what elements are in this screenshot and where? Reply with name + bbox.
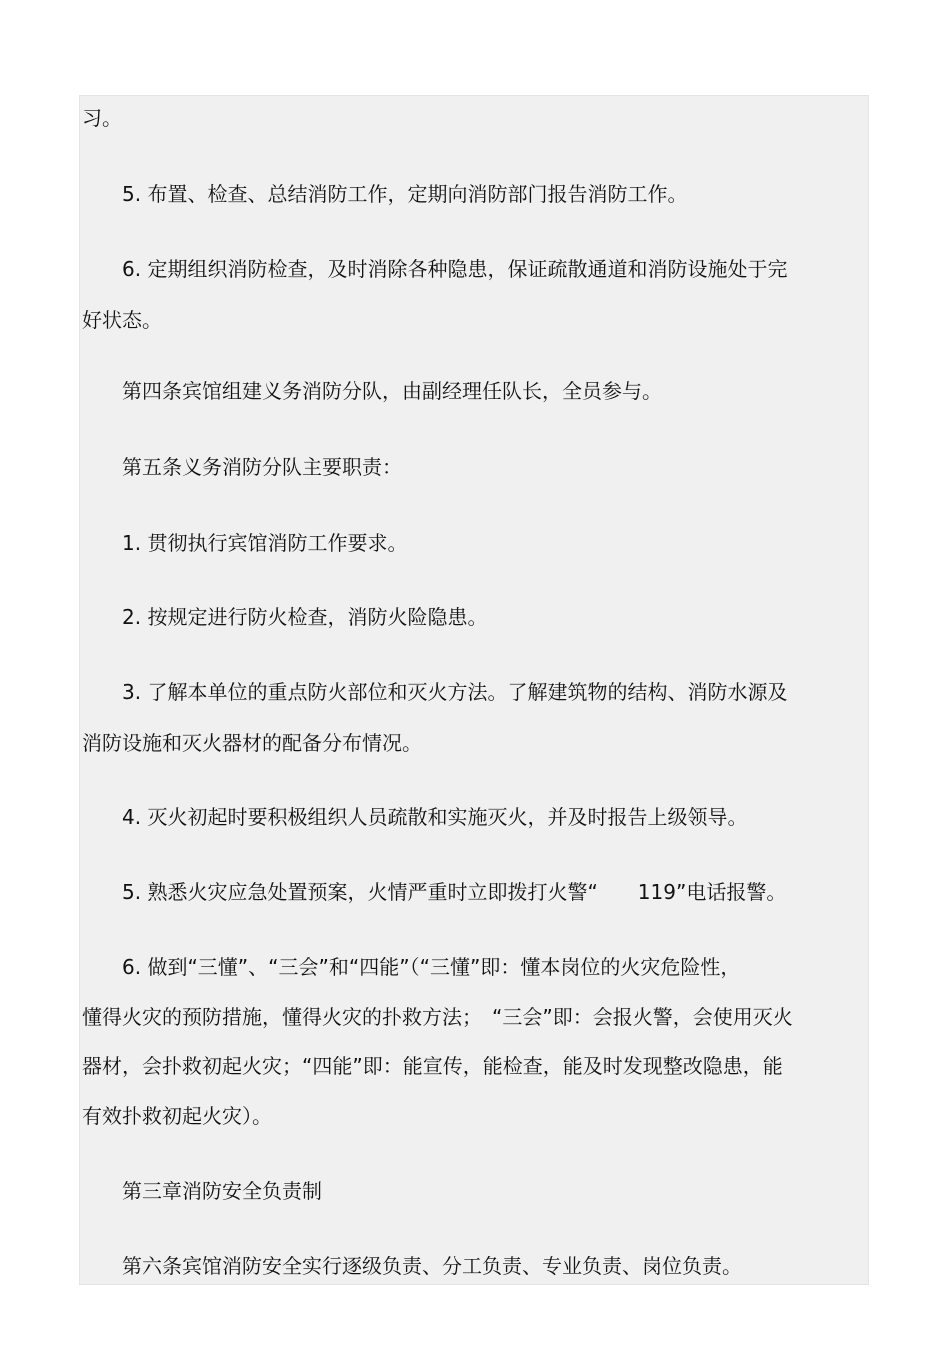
paragraph-line: 有效扑救初起火灾）。 (82, 1104, 272, 1128)
paragraph-line: 6. 做到“三懂”、“三会”和“四能”（“三懂”即：懂本岗位的火灾危险性， (122, 955, 741, 979)
paragraph-line: 消防设施和灭火器材的配备分布情况。 (82, 731, 422, 755)
paragraph-line: 第五条义务消防分队主要职责： (122, 455, 402, 479)
paragraph-line: 好状态。 (82, 308, 162, 332)
paragraph-line: 6. 定期组织消防检查，及时消除各种隐患，保证疏散通道和消防设施处于完 (122, 257, 788, 281)
paragraph-line: 第四条宾馆组建义务消防分队，由副经理任队长，全员参与。 (122, 379, 662, 403)
paragraph-line: 器材，会扑救初起火灾；“四能”即：能宣传，能检查，能及时发现整改隐患，能 (82, 1054, 783, 1078)
paragraph-line: 4. 灭火初起时要积极组织人员疏散和实施灭火，并及时报告上级领导。 (122, 805, 748, 829)
paragraph-line: 3. 了解本单位的重点防火部位和灭火方法。了解建筑物的结构、消防水源及 (122, 680, 788, 704)
paragraph-line: 习。 (82, 106, 122, 130)
paragraph-line: 5. 熟悉火灾应急处置预案，火情严重时立即拨打火警“ 119”电话报警。 (122, 880, 787, 904)
paragraph-line: 1. 贯彻执行宾馆消防工作要求。 (122, 531, 408, 555)
paragraph-line: 懂得火灾的预防措施，懂得火灾的扑救方法； “三会”即：会报火警，会使用灭火 (82, 1005, 793, 1029)
paragraph-line: 第六条宾馆消防安全实行逐级负责、分工负责、专业负责、岗位负责。 (122, 1254, 742, 1278)
section-heading: 第三章消防安全负责制 (122, 1179, 322, 1203)
text-content-block (79, 95, 869, 1285)
paragraph-line: 2. 按规定进行防火检查，消防火险隐患。 (122, 605, 488, 629)
paragraph-line: 5. 布置、检查、总结消防工作，定期向消防部门报告消防工作。 (122, 182, 688, 206)
